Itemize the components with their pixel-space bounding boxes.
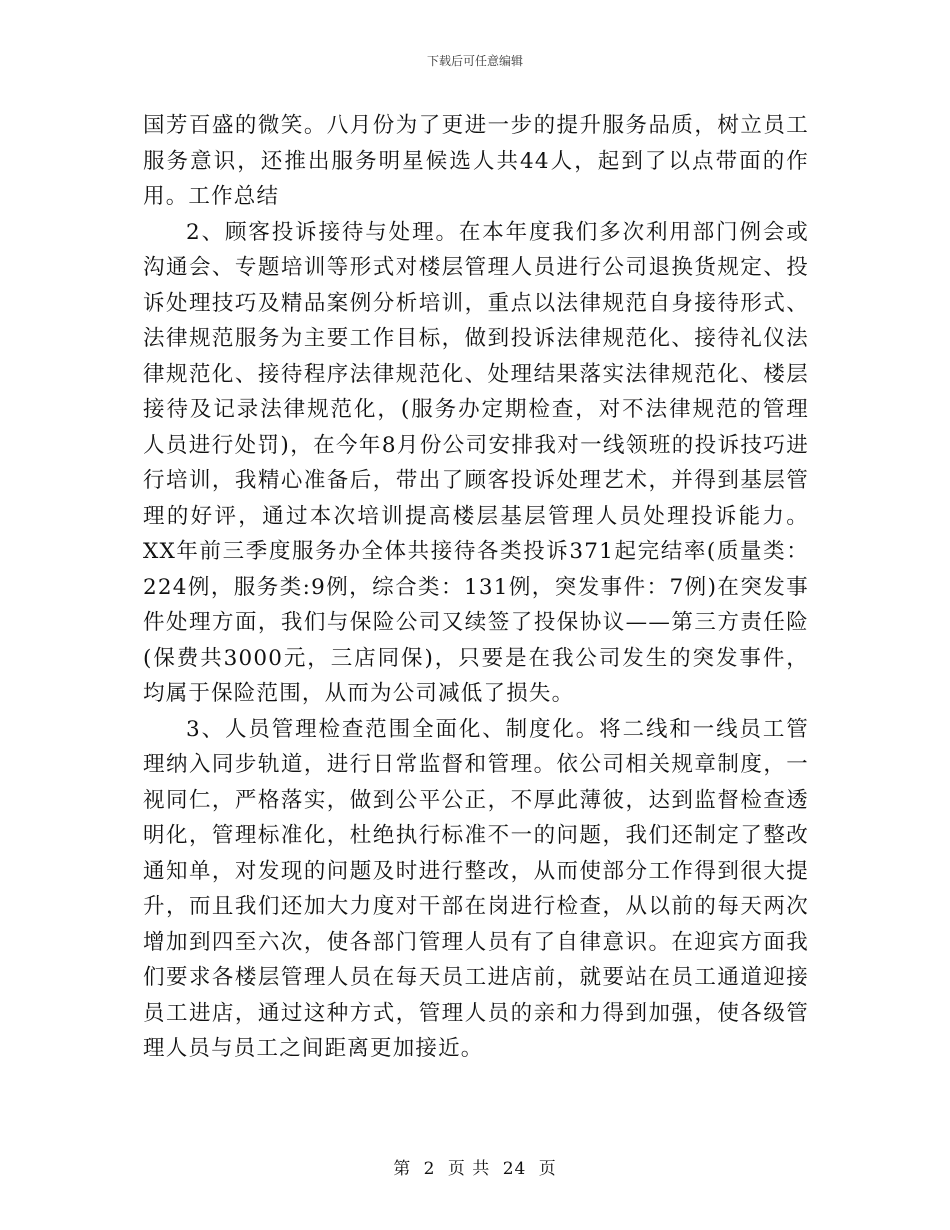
footer-middle: 页 共 — [447, 1159, 491, 1179]
footer-prefix: 第 — [393, 1159, 412, 1179]
paragraph-staff-management: 3、人员管理检查范围全面化、制度化。将二线和一线员工管理纳入同步轨道，进行日常监督和管理。依公司相关规章制度，一视同仁，严格落实，做到公平公正，不厚此薄彼，达到监督检查透明化，管理标准化，杜绝执行标准不一的问题，我们还制定了整改通知单，对发现的问题及时进行整改，从而使部分工作得到很大提升，而且我们还加大力度对干部在岗进行检查，从以前的每天两次增加到四至六次，使各部门管理人员有了自律意识。在迎宾方面我们要求各楼层管理人员在每天员工进店前，就要站在员工通道迎接员工进店，通过这种方式，管理人员的亲和力得到加强，使各级管理人员与员工之间距离更加接近。 — [143, 716, 809, 1061]
page-header: 下载后可任意编辑 — [426, 54, 523, 68]
document-body — [143, 108, 809, 1067]
total-pages: 24 — [502, 1159, 527, 1179]
paragraph-continuation: 国芳百盛的微笑。八月份为了更进一步的提升服务品质，树立员工服务意识，还推出服务明星候选人共44人，起到了以点带面的作用。工作总结 — [143, 113, 809, 209]
page-number: 2 — [423, 1159, 436, 1179]
paragraph-complaint-handling: 2、顾客投诉接待与处理。在本年度我们多次利用部门例会或沟通会、专题培训等形式对楼层管理人员进行公司退换货规定、投诉处理技巧及精品案例分析培训，重点以法律规范自身接待形式、法律规范服务为主要工作目标，做到投诉法律规范化、接待礼仪法律规范化、接待程序法律规范化、处理结果落实法律规范化、楼层接待及记录法律规范化，(服务办定期检查，对不法律规范的管理人员进行处罚)，在今年8月份公司安排我对一线领班的投诉技巧进行培训，我精心准备后，带出了顾客投诉处理艺术，并得到基层管理的好评，通过本次培训提高楼层基层管理人员处理投诉能力。XX年前三季度服务办全体共接待各类投诉371起完结率(质量类：224例，服务类:9例，综合类：131例，突发事件：7例)在突发事件处理方面，我们与保险公司又续签了投保协议——第三方责任险(保费共3000元，三店同保)，只要是在我公司发生的突发事件，均属于保险范围，从而为公司减低了损失。 — [143, 219, 809, 706]
footer-suffix: 页 — [538, 1159, 557, 1179]
page-footer — [0, 1154, 950, 1179]
